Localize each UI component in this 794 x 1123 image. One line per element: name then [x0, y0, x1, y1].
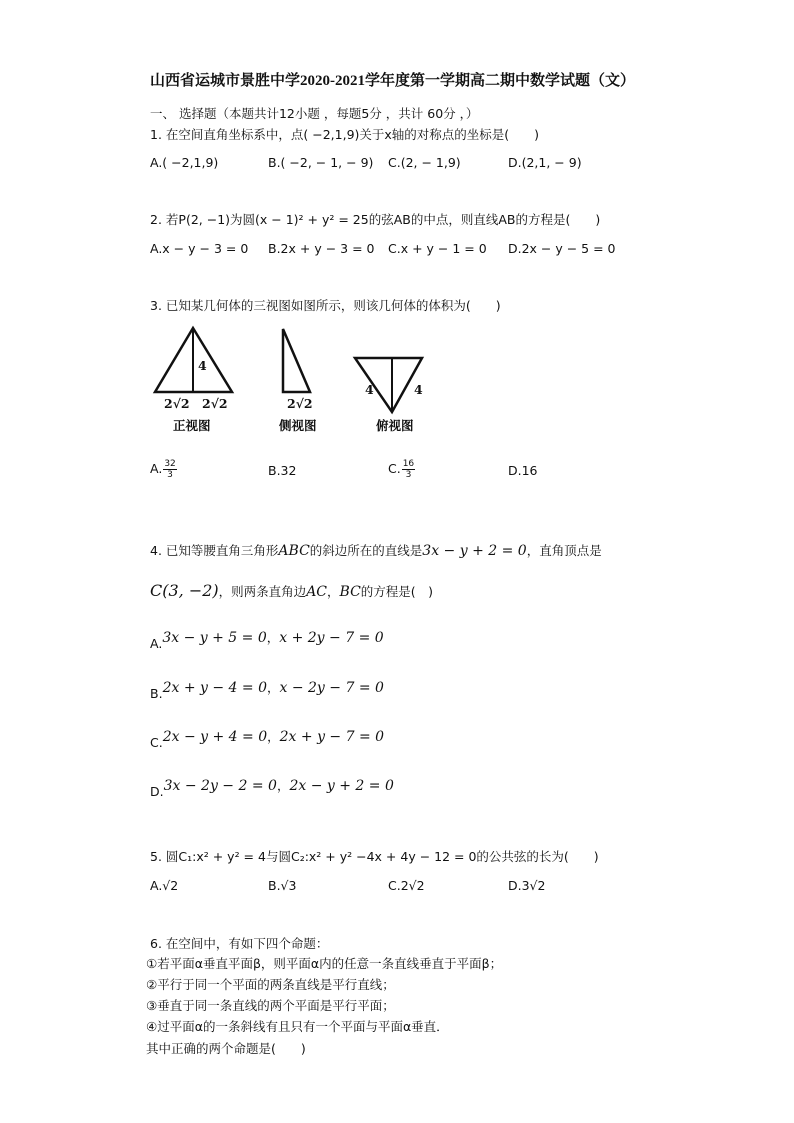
front-view-label: 正视图 — [173, 418, 211, 433]
q3-a-numerator: 32 — [164, 459, 176, 469]
q6-stem: 6. 在空间中，有如下四个命题： — [150, 936, 329, 951]
q4-a-eq2: x + 2y − 7 = 0 — [279, 630, 384, 646]
q6-proposition-3: ③垂直于同一条直线的两个平面是平行平面； — [146, 998, 395, 1013]
q2-option-a: A.x − y − 3 = 0 — [150, 241, 249, 256]
q5-option-c: C.2√2 — [388, 878, 425, 893]
q4-stem-line1 — [150, 541, 602, 561]
q4-side-ac: AC — [306, 584, 328, 600]
q4-triangle-name: ABC — [278, 543, 310, 559]
q2-option-d: D.2x − y − 5 = 0 — [508, 241, 616, 256]
q4-c-eq2: 2x + y − 7 = 0 — [279, 729, 385, 745]
q4-b-comma: ， — [266, 680, 280, 695]
q4-hypotenuse-eq: 3x − y + 2 = 0 — [422, 543, 527, 559]
q2-option-c: C.x + y − 1 = 0 — [388, 241, 487, 256]
q3-option-c — [388, 458, 415, 480]
q4-d-eq2: 2x − y + 2 = 0 — [289, 778, 394, 794]
q4-vertex: C(3, −2) — [150, 581, 219, 600]
q4-a-comma: ， — [266, 630, 280, 645]
q4-option-a — [150, 628, 384, 651]
q4-d-eq1: 3x − 2y − 2 = 0 — [163, 778, 277, 794]
q3-c-numerator: 16 — [402, 459, 415, 469]
q4-option-c-label: C. — [150, 735, 163, 750]
q5-option-b: B.√3 — [268, 878, 297, 893]
q4-stem-pre: 4. 已知等腰直角三角形 — [150, 543, 279, 558]
q4-option-d — [150, 776, 394, 799]
q4-option-d-label: D. — [150, 784, 164, 799]
q4-b-eq2: x − 2y − 7 = 0 — [279, 680, 384, 696]
q1-stem: 1. 在空间直角坐标系中，点( −2,1,9)关于x轴的对称点的坐标是( ) — [150, 127, 540, 142]
front-view-dim-right: 2√2 — [202, 396, 228, 411]
side-view-label: 侧视图 — [279, 418, 317, 433]
section-heading: 一、 选择题（本题共计12小题 ，每题5分 ，共计 60分 ，） — [150, 106, 479, 121]
q3-option-a — [150, 458, 177, 480]
q4-option-c — [150, 727, 385, 750]
q4-c-eq1: 2x − y + 4 = 0 — [162, 729, 268, 745]
q3-option-b: B.32 — [268, 463, 297, 478]
q4-stem-post: ，直角顶点是 — [526, 543, 602, 558]
page-title: 山西省运城市景胜中学2020-2021学年度第一学期高二期中数学试题（文） — [150, 73, 635, 89]
q2-option-b: B.2x + y − 3 = 0 — [268, 241, 375, 256]
q5-option-d: D.3√2 — [508, 878, 546, 893]
q3-option-a-label: A. — [150, 461, 163, 476]
top-view-dim-right: 4 — [414, 382, 423, 397]
q5-option-a: A.√2 — [150, 878, 179, 893]
q4-stem2-post: 的方程是( ) — [360, 584, 434, 599]
q4-option-b — [150, 678, 384, 701]
top-view-label: 俯视图 — [376, 418, 414, 433]
q3-a-denominator: 3 — [167, 470, 173, 480]
q4-option-b-label: B. — [150, 686, 163, 701]
q1-option-b: B.( −2, − 1, − 9) — [268, 155, 374, 170]
front-view-dim-height: 4 — [198, 358, 207, 373]
q6-question: 其中正确的两个命题是( ) — [146, 1041, 306, 1056]
q3-option-c-fraction — [402, 459, 415, 480]
q1-option-d: D.(2,1, − 9) — [508, 155, 582, 170]
q6-proposition-1: ①若平面α垂直平面β，则平面α内的任意一条直线垂直于平面β； — [146, 956, 503, 971]
q4-d-comma: ， — [276, 778, 290, 793]
q4-c-comma: ， — [267, 729, 280, 744]
side-view-dim-base: 2√2 — [287, 396, 313, 411]
top-view-dim-left: 4 — [365, 382, 374, 397]
q3-option-d: D.16 — [508, 463, 538, 478]
q4-b-eq1: 2x + y − 4 = 0 — [162, 680, 267, 696]
q4-side-bc: BC — [339, 584, 361, 600]
q6-proposition-2: ②平行于同一个平面的两条直线是平行直线； — [146, 977, 395, 992]
q3-stem: 3. 已知某几何体的三视图如图所示，则该几何体的体积为( ) — [150, 298, 501, 313]
q4-stem2-mid: ，则两条直角边 — [218, 584, 307, 599]
q4-stem-line2 — [150, 581, 433, 602]
q4-option-a-label: A. — [150, 636, 163, 651]
q3-option-a-fraction — [163, 459, 176, 480]
q3-option-c-label: C. — [388, 461, 401, 476]
q3-c-denominator: 3 — [405, 470, 412, 480]
q1-option-a: A.( −2,1,9) — [150, 155, 219, 170]
q4-a-eq1: 3x − y + 5 = 0 — [162, 630, 267, 646]
front-view-dim-left: 2√2 — [164, 396, 190, 411]
q6-proposition-4: ④过平面α的一条斜线有且只有一个平面与平面α垂直． — [146, 1019, 449, 1034]
q1-option-c: C.(2, − 1,9) — [388, 155, 461, 170]
q5-stem: 5. 圆C₁:x² + y² = 4与圆C₂:x² + y² −4x + 4y − 12 = 0的公共弦的长为( ) — [150, 849, 599, 864]
q4-stem2-sep: ， — [327, 584, 340, 599]
side-view-triangle — [283, 329, 310, 392]
q2-stem: 2. 若P(2, −1)为圆(x − 1)² + y² = 25的弦AB的中点，则直线AB的方程是( ) — [150, 212, 601, 227]
q4-stem-mid: 的斜边所在的直线是 — [309, 543, 423, 558]
